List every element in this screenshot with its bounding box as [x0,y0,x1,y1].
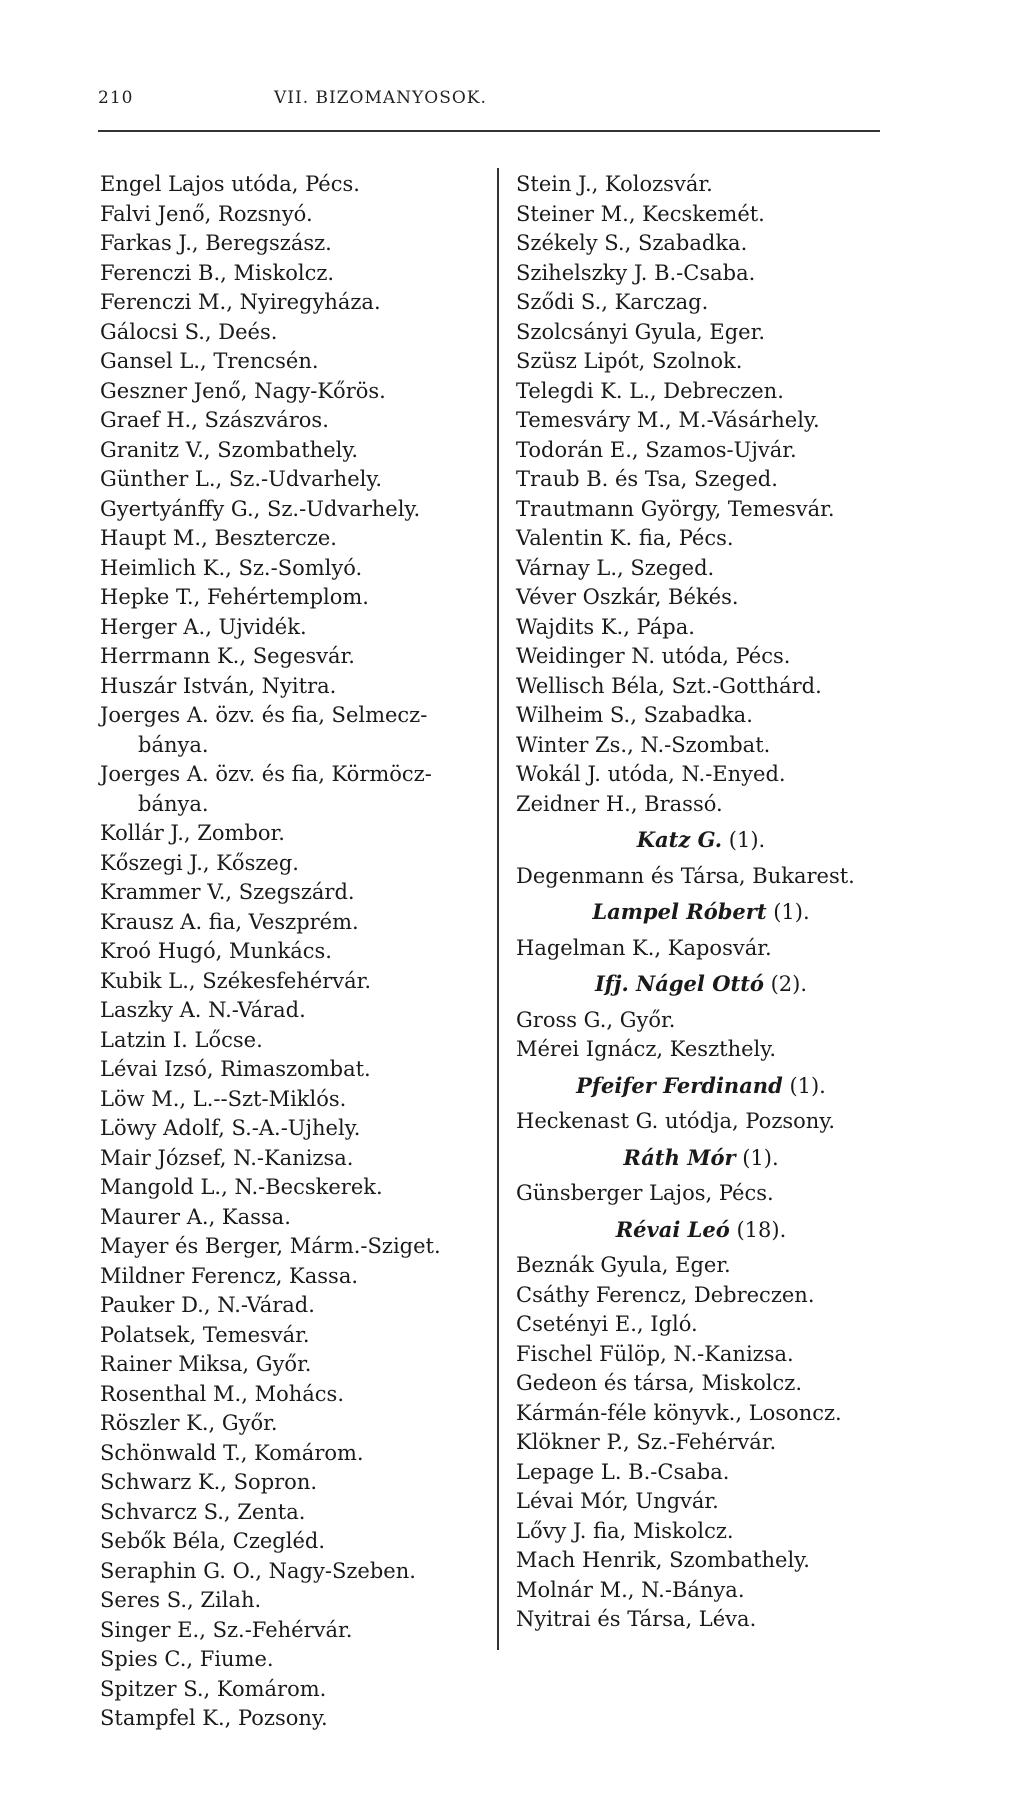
section-title: VII. BIZOMANYOSOK. [274,88,487,108]
list-item: Joerges A. özv. és fia, Körmöcz- [100,762,432,786]
list-item: Falvi Jenő, Rozsnyó. [100,201,313,226]
list-item: Singer E., Sz.-Fehérvár. [100,1617,353,1642]
list-item: Weidinger N. utóda, Pécs. [516,644,791,668]
list-item: Szihelszky J. B.-Csaba. [516,260,756,285]
list-item: Várnay L., Szeged. [516,555,715,580]
group-heading-katz [516,819,886,862]
list-item: Heckenast G. utódja, Pozsony. [516,1109,836,1133]
group-name: Pfeifer Ferdinand [576,1072,783,1098]
list-item: Szolcsányi Gyula, Eger. [516,319,766,344]
list-item: Nyitrai és Társa, Léva. [516,1607,757,1631]
list-item: Csáthy Ferencz, Debreczen. [516,1282,815,1307]
group-heading-nagel [516,963,886,1006]
list-item: Stein J., Kolozsvár. [516,172,713,196]
list-item: Kollár J., Zombor. [100,821,285,845]
group-name: Katz G. [636,827,723,852]
list-item: Kubik L., Székesfehérvár. [100,968,372,993]
list-item: Farkas J., Beregszász. [100,231,332,255]
group-name: Révai Leó [615,1216,730,1242]
list-item: Latzin I. Lőcse. [100,1027,263,1052]
list-item: Geszner Jenő, Nagy-Kőrös. [100,378,386,403]
list-item: Wilheim S., Szabadka. [516,703,753,727]
list-item: Mildner Ferencz, Kassa. [100,1263,359,1288]
list-item: Gansel L., Trencsén. [100,349,319,373]
list-item: Beznák Gyula, Eger. [516,1253,731,1277]
list-item: Huszár István, Nyitra. [100,673,337,698]
group-heading-lampel [516,891,886,934]
list-item: Szüsz Lipót, Szolnok. [516,349,743,373]
list-item: Gálocsi S., Deés. [100,319,278,344]
group-count: (1). [773,900,810,924]
list-item: Todorán E., Szamos-Ujvár. [516,437,797,462]
group-heading-pfeifer [516,1065,886,1108]
list-item: Schönwald T., Komárom. [100,1440,364,1465]
right-column [516,170,886,1635]
column-divider [497,168,499,1650]
list-item: Joerges A. özv. és fia, Selmecz- [100,703,428,727]
list-item: Rosenthal M., Mohács. [100,1381,344,1406]
list-item: Herrmann K., Segesvár. [100,644,355,668]
list-item: Krammer V., Szegszárd. [100,880,355,904]
list-item: Stampfel K., Pozsony. [100,1706,328,1730]
group-name: Ráth Mór [623,1144,736,1170]
group-name: Lampel Róbert [592,899,767,924]
list-item: Spitzer S., Komárom. [100,1676,327,1701]
list-item: Temesváry M., M.-Vásárhely. [516,408,820,432]
list-item: Ferenczi M., Nyiregyháza. [100,290,381,314]
list-item-continuation: bánya. [138,791,209,816]
group-heading-revai [516,1209,886,1252]
list-item: Laszky A. N.-Várad. [100,998,306,1022]
list-item: Fischel Fülöp, N.-Kanizsa. [516,1341,794,1366]
list-item: Mach Henrik, Szombathely. [516,1548,810,1572]
list-item: Günsberger Lajos, Pécs. [516,1181,774,1205]
list-item: Telegdi K. L., Debreczen. [516,378,784,403]
list-item: Sződi S., Karczag. [516,290,709,314]
list-item: Graef H., Szászváros. [100,408,329,432]
group-count: (2). [770,972,808,996]
list-item: Mangold L., N.-Becskerek. [100,1175,383,1199]
list-item: Zeidner H., Brassó. [516,791,723,816]
group-count: (1). [728,828,766,852]
list-item: Schvarcz S., Zenta. [100,1499,306,1524]
list-item: Degenmann és Társa, Bukarest. [516,863,855,888]
page-number: 210 [98,88,134,108]
list-item: Valentin K. fia, Pécs. [516,526,734,550]
list-item-continuation: bánya. [138,732,209,757]
list-item: Klökner P., Sz.-Fehérvár. [516,1430,777,1454]
list-item: Heimlich K., Sz.-Somlyó. [100,555,363,580]
list-item: Maurer A., Kassa. [100,1204,291,1229]
list-item: Polatsek, Temesvár. [100,1322,310,1347]
list-item: Mair József, N.-Kanizsa. [100,1145,354,1170]
list-item: Kőszegi J., Kőszeg. [100,850,299,875]
list-item: Seraphin G. O., Nagy-Szeben. [100,1558,416,1583]
list-item: Véver Oszkár, Békés. [516,585,739,609]
list-item: Röszler K., Győr. [100,1411,278,1435]
group-count: (1). [742,1145,779,1170]
list-item: Gedeon és társa, Miskolcz. [516,1371,803,1395]
list-item: Lévai Izsó, Rimaszombat. [100,1057,371,1081]
list-item: Traub B. és Tsa, Szeged. [516,467,778,491]
list-item: Hagelman K., Kaposvár. [516,935,772,960]
list-item: Winter Zs., N.-Szombat. [516,732,771,757]
list-item: Gyertyánffy G., Sz.-Udvarhely. [100,496,421,521]
list-item: Pauker D., N.-Várad. [100,1293,315,1317]
list-item: Löwy Adolf, S.-A.-Ujhely. [100,1116,361,1140]
group-name: Ifj. Nágel Ottó [594,971,764,996]
left-column [100,170,492,1734]
list-item: Löw M., L.--Szt-Miklós. [100,1086,347,1111]
list-item: Günther L., Sz.-Udvarhely. [100,467,383,491]
list-item: Seres S., Zilah. [100,1588,262,1612]
list-item: Székely S., Szabadka. [516,231,748,255]
list-item: Molnár M., N.-Bánya. [516,1577,745,1602]
list-item: Rainer Miksa, Győr. [100,1352,312,1376]
list-item: Trautmann György, Temesvár. [516,496,835,521]
list-item: Wajdits K., Pápa. [516,614,695,639]
list-item: Granitz V., Szombathely. [100,437,359,462]
list-item: Wokál J. utóda, N.-Enyed. [516,762,786,786]
header-rule [98,130,880,132]
list-item: Haupt M., Beszterczе. [100,526,337,550]
list-item: Ferenczi B., Miskolcz. [100,260,335,285]
list-item: Spies C., Fiume. [100,1647,274,1671]
list-item: Krausz A. fia, Veszprém. [100,909,359,934]
list-item: Sebők Béla, Czegléd. [100,1529,326,1553]
list-item: Mayer és Berger, Márm.-Sziget. [100,1234,441,1258]
list-item: Lővy J. fia, Miskolcz. [516,1518,734,1543]
list-item: Csetényi E., Igló. [516,1312,698,1336]
group-heading-rath [516,1137,886,1180]
list-item: Mérei Ignácz, Keszthely. [516,1037,776,1061]
list-item: Hepke T., Fehértemplom. [100,585,369,609]
list-item: Kármán-féle könyvk., Losoncz. [516,1400,842,1425]
list-item: Kroó Hugó, Munkács. [100,939,332,963]
list-item: Engel Lajos utóda, Pécs. [100,172,360,196]
list-item: Herger A., Ujvidék. [100,614,307,639]
list-item: Schwarz K., Sopron. [100,1470,318,1494]
list-item: Gross G., Győr. [516,1007,676,1032]
list-item: Steiner M., Kecskemét. [516,201,765,226]
list-item: Wellisch Béla, Szt.-Gotthárd. [516,673,822,698]
list-item: Lepage L. B.-Csaba. [516,1459,730,1484]
group-count: (18). [736,1217,787,1242]
group-count: (1). [789,1073,826,1098]
list-item: Lévai Mór, Ungvár. [516,1489,719,1513]
